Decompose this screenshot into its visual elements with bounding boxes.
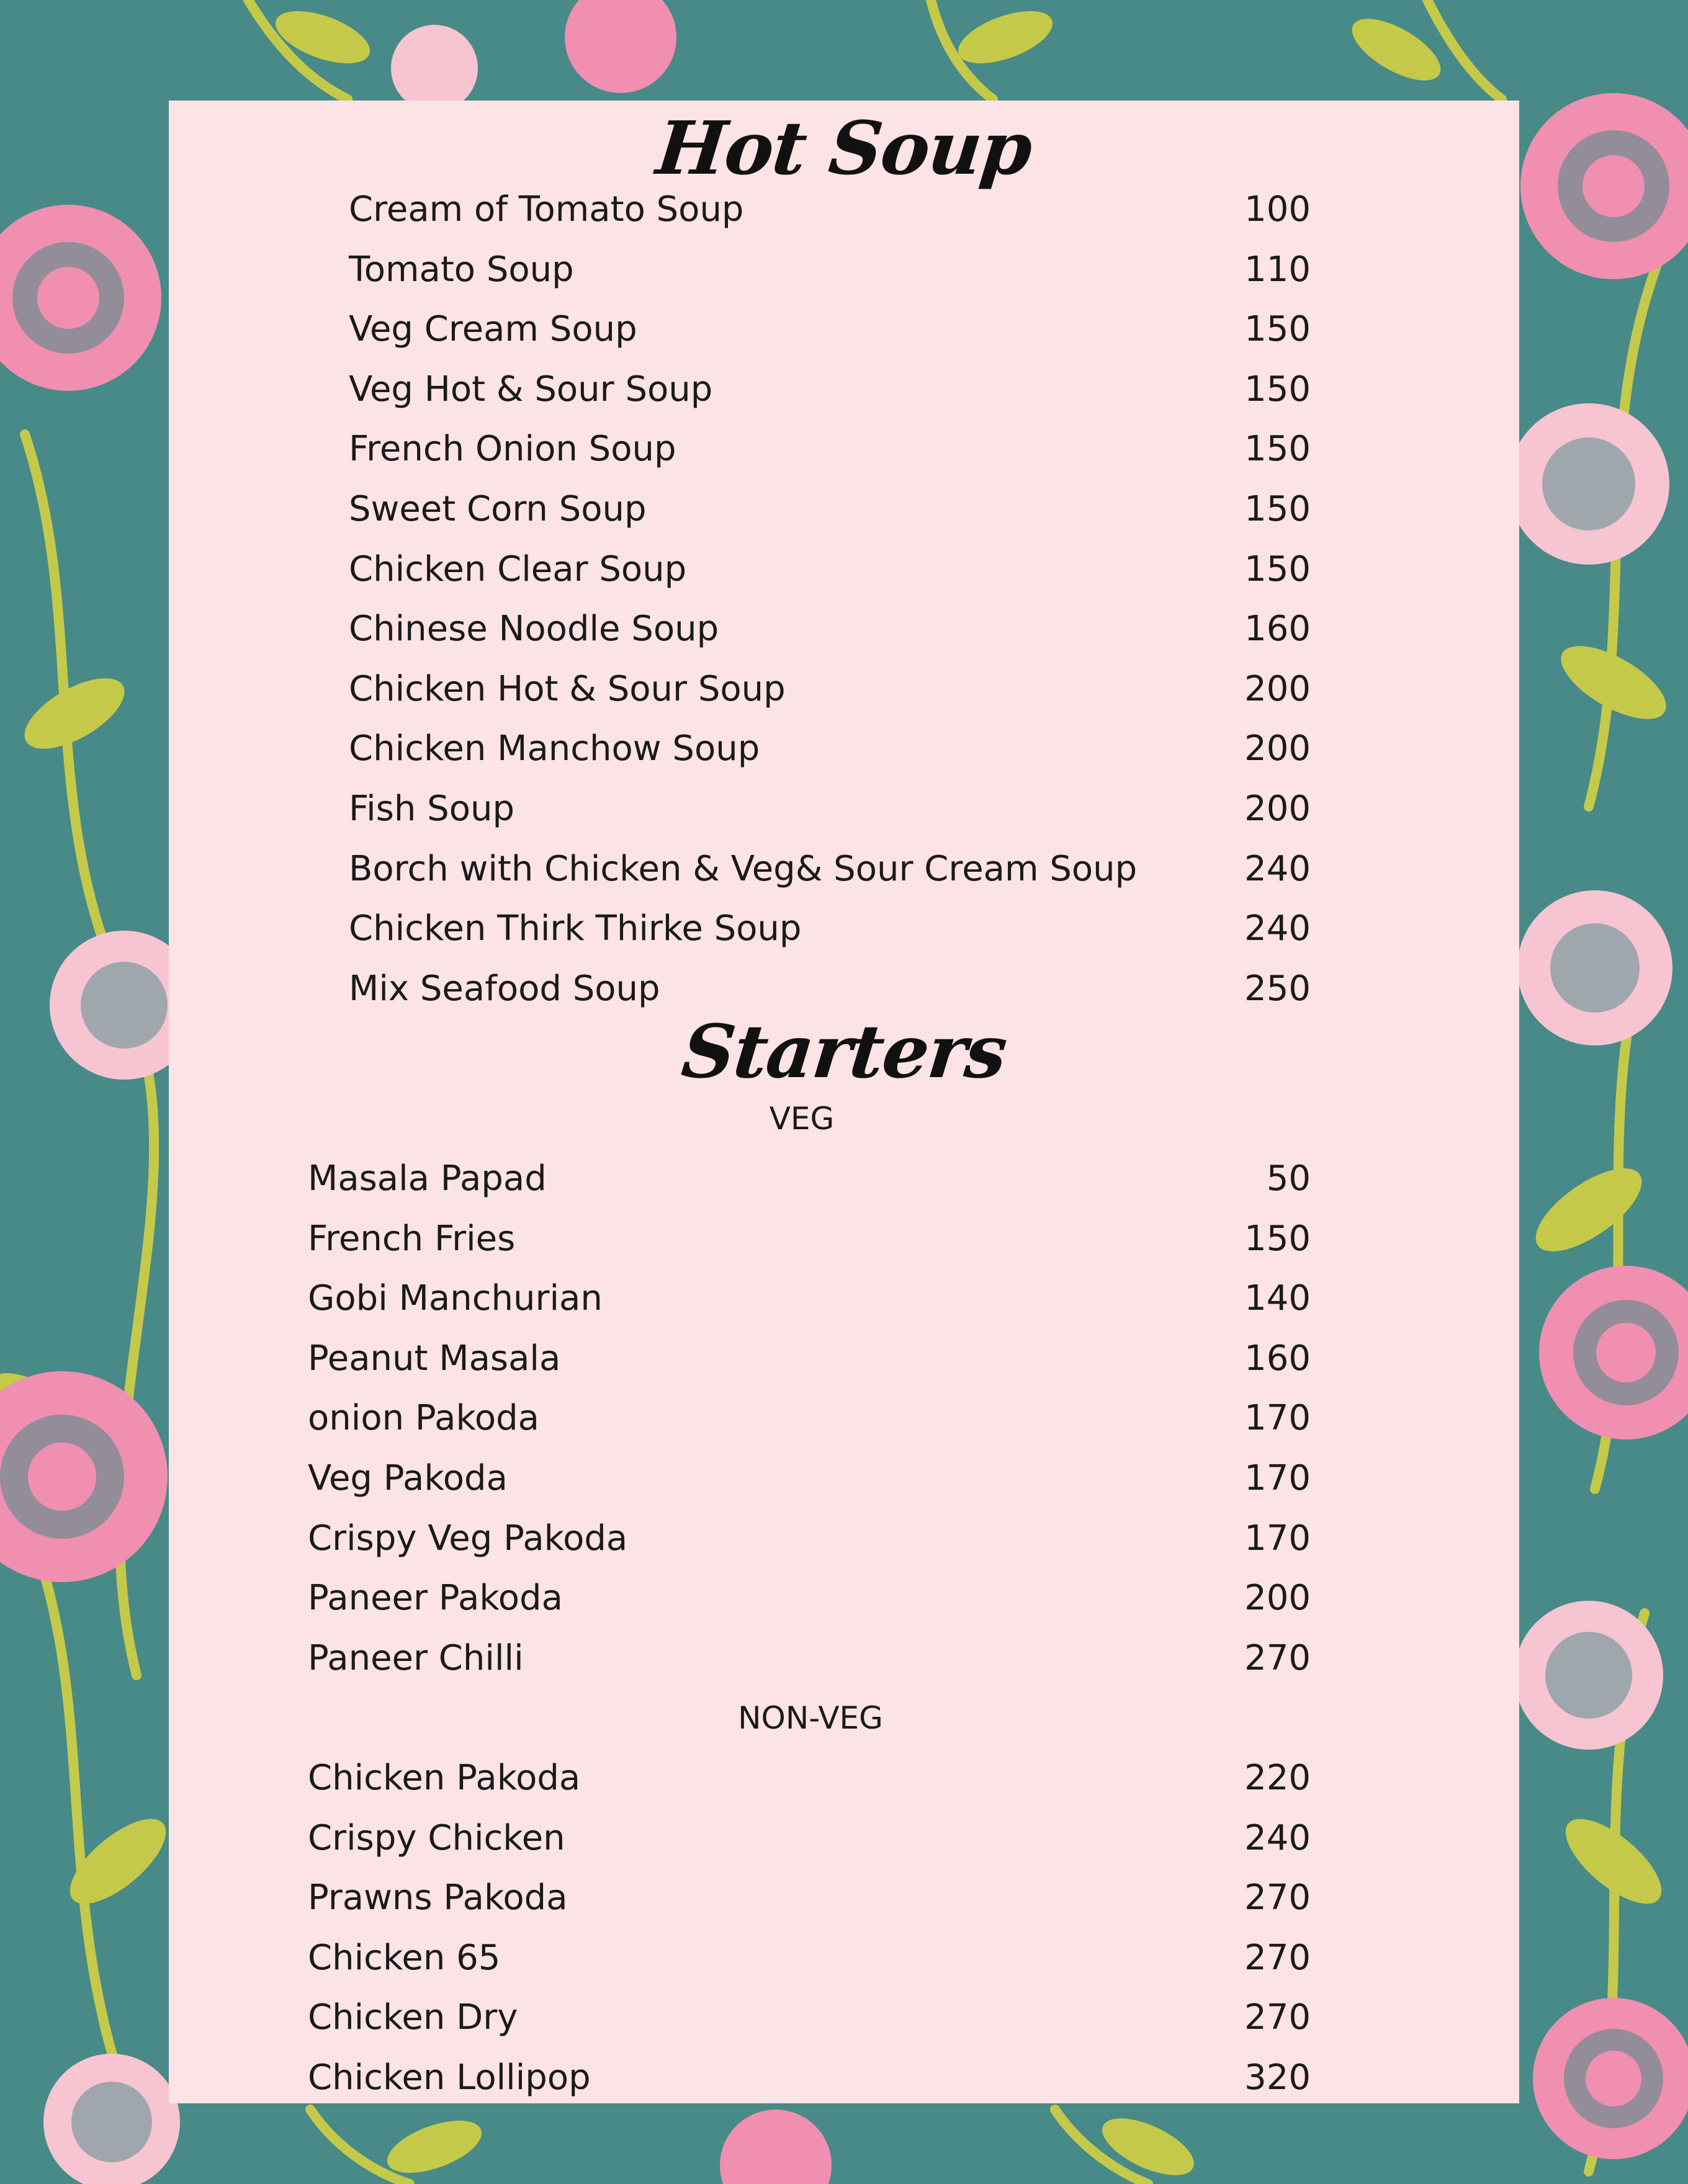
- menu-item-name: Chicken Hot & Sour Soup: [349, 668, 786, 709]
- menu-item-price: 200: [1244, 668, 1311, 709]
- menu-item: [169, 180, 1519, 239]
- menu-item-price: 140: [1244, 1278, 1311, 1319]
- menu-item-price: 50: [1266, 1158, 1311, 1199]
- menu-item-price: 270: [1244, 1877, 1311, 1918]
- menu-item-price: 270: [1244, 1997, 1311, 2038]
- menu-item: [169, 599, 1519, 659]
- menu-item-name: Prawns Pakoda: [308, 1877, 568, 1918]
- menu-item: [169, 419, 1519, 479]
- menu-item-price: 160: [1244, 609, 1311, 650]
- menu-item-price: 150: [1244, 548, 1311, 589]
- menu-item-name: Gobi Manchurian: [308, 1278, 603, 1319]
- menu-item: [169, 1269, 1519, 1328]
- menu-item-price: 110: [1244, 249, 1311, 290]
- menu-item-name: Chicken 65: [308, 1937, 501, 1978]
- menu-item-price: 150: [1244, 489, 1311, 529]
- menu-item-price: 170: [1244, 1458, 1311, 1498]
- menu-item: [169, 1509, 1519, 1569]
- menu-item-price: 170: [1244, 1398, 1311, 1439]
- menu-item-price: 150: [1244, 1218, 1311, 1259]
- menu-item-name: Veg Pakoda: [308, 1458, 508, 1498]
- menu-item-price: 220: [1244, 1758, 1311, 1798]
- menu-item-price: 320: [1244, 2057, 1311, 2098]
- menu-item: [169, 2048, 1519, 2108]
- menu-item-name: Chicken Thirk Thirke Soup: [349, 908, 802, 949]
- menu-item: [169, 1389, 1519, 1448]
- menu-item-name: Chicken Dry: [308, 1997, 518, 2038]
- menu-item: [169, 1569, 1519, 1628]
- menu-item-price: 240: [1244, 848, 1311, 889]
- menu-item-price: 150: [1244, 309, 1311, 350]
- veg-subheading: VEG: [769, 1101, 835, 1137]
- menu-item-name: Veg Cream Soup: [349, 309, 637, 350]
- menu-item-price: 270: [1244, 1637, 1311, 1678]
- menu-item-price: 200: [1244, 1578, 1311, 1619]
- menu-item: [169, 540, 1519, 599]
- menu-item-price: 160: [1244, 1338, 1311, 1379]
- menu-item-name: Cream of Tomato Soup: [349, 189, 744, 230]
- menu-item: [169, 360, 1519, 419]
- menu-item-name: Chinese Noodle Soup: [349, 609, 719, 650]
- menu-item: [169, 1988, 1519, 2048]
- menu-item: [169, 1209, 1519, 1269]
- menu-item: [169, 1629, 1519, 1688]
- menu-item-name: Crispy Chicken: [308, 1817, 565, 1858]
- menu-item: [169, 1809, 1519, 1868]
- menu-item-name: Borch with Chicken & Veg& Sour Cream Soup: [349, 848, 1138, 889]
- starters-heading: Starters: [678, 1008, 1010, 1094]
- menu-item: [169, 1329, 1519, 1389]
- menu-item-price: 150: [1244, 429, 1311, 470]
- menu-item: [169, 1149, 1519, 1209]
- menu-item: [169, 240, 1519, 300]
- menu-item-name: Peanut Masala: [308, 1338, 561, 1379]
- menu-item: [169, 1748, 1519, 1808]
- menu-item-price: 150: [1244, 369, 1311, 410]
- menu-item-name: Fish Soup: [349, 789, 515, 829]
- menu-item-price: 240: [1244, 908, 1311, 949]
- menu-item: [169, 899, 1519, 959]
- menu-item-price: 200: [1244, 728, 1311, 769]
- menu-item-name: French Onion Soup: [349, 429, 676, 470]
- menu-item-name: Masala Papad: [308, 1158, 547, 1199]
- menu-item-name: onion Pakoda: [308, 1398, 539, 1439]
- menu-item-name: Chicken Manchow Soup: [349, 728, 760, 769]
- menu-item: [169, 480, 1519, 539]
- menu-item: [169, 1449, 1519, 1508]
- menu-item-name: Chicken Lollipop: [308, 2057, 591, 2098]
- menu-item-name: Mix Seafood Soup: [349, 968, 660, 1009]
- menu-item-name: Tomato Soup: [349, 249, 574, 290]
- menu-item-name: French Fries: [308, 1218, 516, 1259]
- menu-item: [169, 719, 1519, 779]
- non-veg-subheading: NON-VEG: [738, 1700, 883, 1736]
- menu-item: [169, 839, 1519, 899]
- menu-item-name: Crispy Veg Pakoda: [308, 1518, 628, 1559]
- menu-item-name: Paneer Pakoda: [308, 1578, 563, 1619]
- menu-item-price: 100: [1244, 189, 1311, 230]
- hot-soup-heading: Hot Soup: [652, 105, 1036, 191]
- menu-item-price: 270: [1244, 1937, 1311, 1978]
- menu-item-price: 170: [1244, 1518, 1311, 1559]
- menu-item: [169, 779, 1519, 839]
- menu-item-name: Paneer Chilli: [308, 1637, 524, 1678]
- menu-item: [169, 1928, 1519, 1988]
- menu-item-price: 200: [1244, 789, 1311, 829]
- menu-item-price: 250: [1244, 968, 1311, 1009]
- menu-item: [169, 660, 1519, 719]
- menu-item-name: Chicken Clear Soup: [349, 548, 687, 589]
- menu-item-name: Chicken Pakoda: [308, 1758, 581, 1798]
- menu-item-name: Sweet Corn Soup: [349, 489, 647, 529]
- menu-item-name: Veg Hot & Sour Soup: [349, 369, 713, 410]
- menu-panel: [169, 101, 1519, 2103]
- menu-item: [169, 1868, 1519, 1928]
- menu-item: [169, 300, 1519, 359]
- menu-item-price: 240: [1244, 1817, 1311, 1858]
